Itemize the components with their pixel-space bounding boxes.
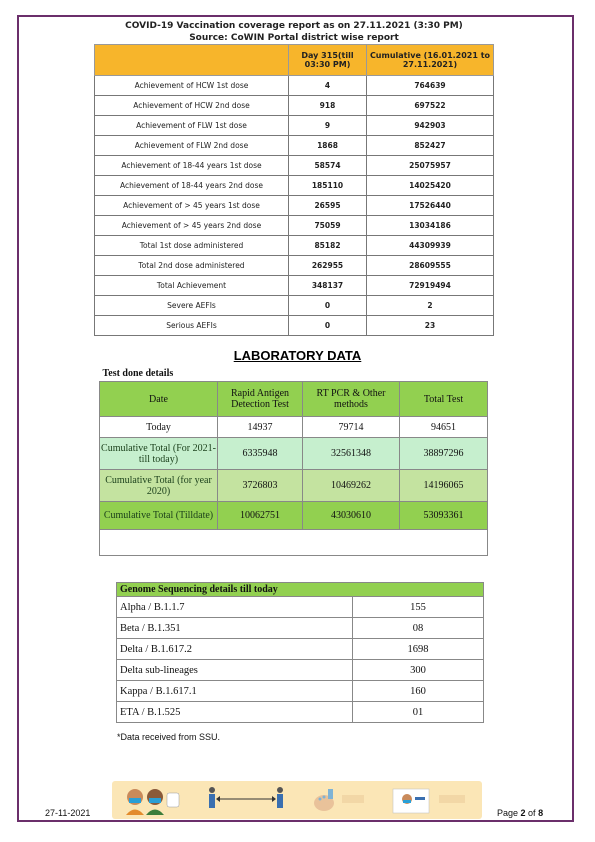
row-label: Severe AEFIs [95, 296, 289, 316]
row-label: Total Achievement [95, 276, 289, 296]
row-label: Achievement of > 45 years 1st dose [95, 196, 289, 216]
page-number [497, 808, 543, 818]
vaccination-table [94, 20, 494, 336]
row-cum: 2 [367, 296, 494, 316]
lab-row-total: 94651 [400, 417, 488, 438]
row-label: Achievement of HCW 2nd dose [95, 96, 289, 116]
vaccination-source: Source: CoWIN Portal district wise report [189, 33, 399, 43]
row-day: 0 [289, 296, 367, 316]
row-cum: 852427 [367, 136, 494, 156]
lab-empty-row [100, 530, 488, 556]
lab-header-rtpcr: RT PCR & Other methods [303, 382, 400, 417]
genome-table [116, 582, 484, 723]
row-day: 185110 [289, 176, 367, 196]
genome-variant: Alpha / B.1.1.7 [117, 597, 353, 618]
row-label: Total 1st dose administered [95, 236, 289, 256]
row-label: Achievement of > 45 years 2nd dose [95, 216, 289, 236]
row-cum: 72919494 [367, 276, 494, 296]
lab-row-label: Cumulative Total (Tilldate) [100, 502, 218, 530]
row-day: 58574 [289, 156, 367, 176]
handwash-icon [391, 785, 471, 815]
row-label: Achievement of FLW 2nd dose [95, 136, 289, 156]
lab-row-rtpcr: 10469262 [303, 470, 400, 502]
lab-row-rat: 14937 [218, 417, 303, 438]
lab-row-rtpcr: 32561348 [303, 438, 400, 470]
lab-row-rtpcr: 79714 [303, 417, 400, 438]
row-day: 75059 [289, 216, 367, 236]
row-label: Achievement of HCW 1st dose [95, 76, 289, 96]
row-cum: 44309939 [367, 236, 494, 256]
sanitizer-icon [308, 785, 368, 815]
header-cumulative: Cumulative (16.01.2021 to 27.11.2021) [367, 45, 494, 76]
lab-row-rat: 3726803 [218, 470, 303, 502]
lab-row-label: Cumulative Total (For 2021- till today) [100, 438, 218, 470]
laboratory-heading: LABORATORY DATA [233, 348, 362, 363]
row-day: 4 [289, 76, 367, 96]
lab-row-label: Today [100, 417, 218, 438]
lab-header-date: Date [100, 382, 218, 417]
distance-icon [206, 785, 286, 815]
genome-count: 155 [353, 597, 484, 618]
row-day: 918 [289, 96, 367, 116]
row-day: 26595 [289, 196, 367, 216]
row-cum: 14025420 [367, 176, 494, 196]
genome-variant: Kappa / B.1.617.1 [117, 681, 353, 702]
header-day: Day 315(till 03:30 PM) [289, 45, 367, 76]
page-total: 8 [538, 808, 544, 818]
row-cum: 764639 [367, 76, 494, 96]
masked-faces-icon [123, 785, 183, 815]
row-day: 262955 [289, 256, 367, 276]
lab-row-total: 14196065 [400, 470, 488, 502]
row-cum: 25075957 [367, 156, 494, 176]
row-label: Achievement of 18-44 years 2nd dose [95, 176, 289, 196]
lab-row-label: Cumulative Total (for year 2020) [100, 470, 218, 502]
footer-date: 27-11-2021 [45, 808, 91, 818]
row-cum: 697522 [367, 96, 494, 116]
row-cum: 23 [367, 316, 494, 336]
covid-guidelines-banner [112, 781, 482, 819]
genome-variant: Delta / B.1.617.2 [117, 639, 353, 660]
genome-count: 01 [353, 702, 484, 723]
row-cum: 17526440 [367, 196, 494, 216]
genome-variant: ETA / B.1.525 [117, 702, 353, 723]
row-label: Achievement of 18-44 years 1st dose [95, 156, 289, 176]
genome-variant: Delta sub-lineages [117, 660, 353, 681]
row-day: 1868 [289, 136, 367, 156]
genome-title: Genome Sequencing details till today [117, 583, 484, 597]
genome-count: 300 [353, 660, 484, 681]
data-source-note: *Data received from SSU. [117, 732, 221, 742]
genome-count: 08 [353, 618, 484, 639]
row-day: 85182 [289, 236, 367, 256]
row-day: 348137 [289, 276, 367, 296]
genome-variant: Beta / B.1.351 [117, 618, 353, 639]
header-blank [95, 45, 289, 76]
row-label: Total 2nd dose administered [95, 256, 289, 276]
row-day: 9 [289, 116, 367, 136]
vaccination-title: COVID-19 Vaccination coverage report as on 27.11.2021 (3:30 PM) [125, 21, 463, 31]
lab-header-rat: Rapid Antigen Detection Test [218, 382, 303, 417]
lab-row-total: 53093361 [400, 502, 488, 530]
row-cum: 942903 [367, 116, 494, 136]
row-cum: 13034186 [367, 216, 494, 236]
laboratory-table [99, 366, 488, 556]
page-of: of [525, 808, 539, 818]
page-prefix: Page [497, 808, 521, 818]
lab-header-total: Total Test [400, 382, 488, 417]
genome-count: 160 [353, 681, 484, 702]
lab-row-total: 38897296 [400, 438, 488, 470]
page-current: 2 [520, 808, 526, 818]
genome-count: 1698 [353, 639, 484, 660]
laboratory-caption: Test done details [100, 366, 488, 382]
row-label: Achievement of FLW 1st dose [95, 116, 289, 136]
lab-row-rat: 6335948 [218, 438, 303, 470]
row-cum: 28609555 [367, 256, 494, 276]
row-label: Serious AEFIs [95, 316, 289, 336]
lab-row-rtpcr: 43030610 [303, 502, 400, 530]
row-day: 0 [289, 316, 367, 336]
lab-row-rat: 10062751 [218, 502, 303, 530]
